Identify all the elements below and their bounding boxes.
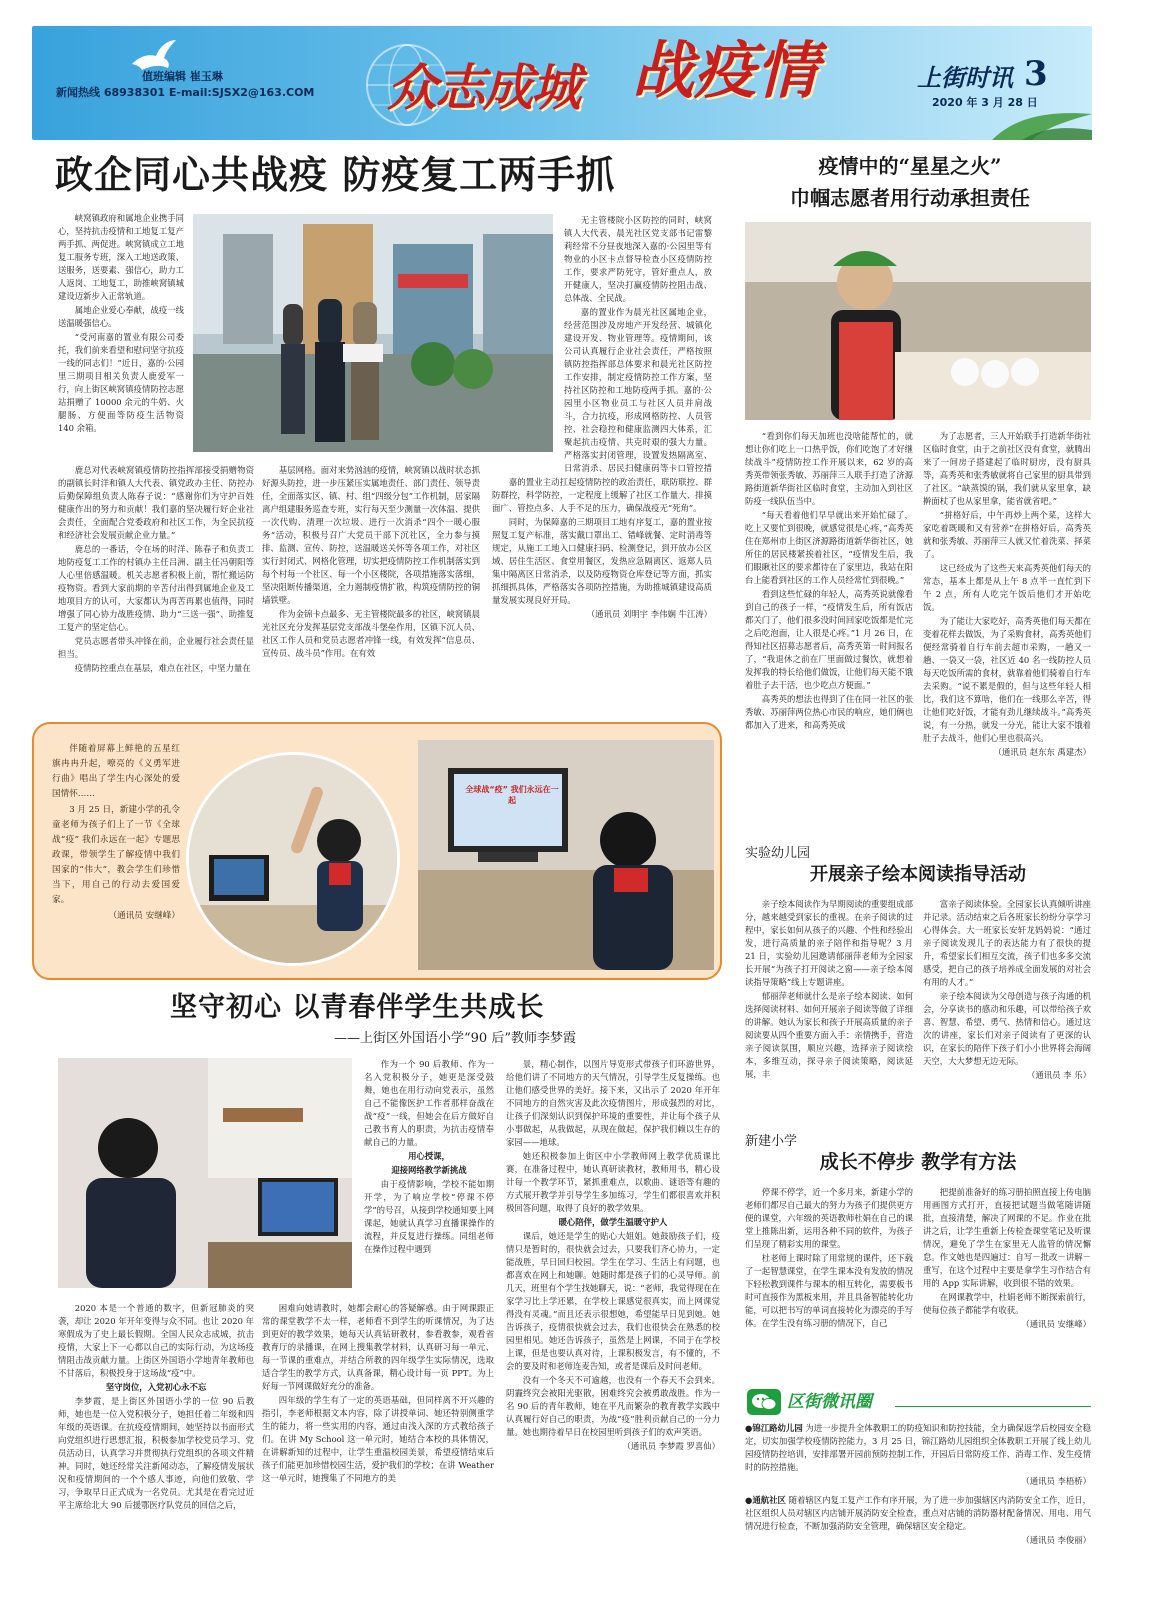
article3-credit: （通讯员 赵东东 禹建杰） — [993, 747, 1091, 757]
article4-col2 — [923, 898, 1091, 1122]
paragraph: 看到这些忙碌的年轻人，高秀英说就像看到自己的孩子一样，“疫情发生后，所有饭店都关门了，他们很多没时间回家吃饭都是忙完之后吃泡面，让人很是心疼。”1 月 26 日，在得知社区招募志愿者后，高秀英第一时间报名了，“我退休之前在厂里面做过餐饮，就想着发挥我的特长给他们做饭，让他们每天能不饿着肚子去干活，也少吃点方便面。” — [745, 589, 913, 690]
article2-col2-bottom — [262, 1302, 494, 1546]
briefs-rule — [895, 1406, 1091, 1407]
briefs-title: 区街微讯圈 — [787, 1392, 872, 1412]
article5-col2 — [923, 1186, 1091, 1380]
brief-item-1 — [745, 1422, 1091, 1492]
article4-kicker: 实验幼儿园 — [745, 846, 811, 861]
paragraph: 为了志愿者，三人开始联手打造新华街社区临时食堂，由于之前社区没有食堂，就腾出来了一间房子搭建起了临时厨房，没有厨具等，高秀英和张秀敏就将自己家里的厨具带到了社区。“缺蒸馍的锅，我们就从家里拿，缺擀面杖了也从家里拿，能省就省吧。” — [923, 431, 1091, 506]
article2-subtitle: ——上街区外国语小学“90 后”教师李梦霞 — [334, 1031, 576, 1046]
masthead-right: 战疫情 — [632, 34, 819, 107]
wechat-icon — [747, 1389, 781, 1415]
paragraph: 停课不停学，近一个多月来，新建小学的老师们都尽自己最大的努力为孩子们提供更方便的课堂，六年级的英语教师杜娟在自己的课堂上推陈出新，运用各种不同的软件，为孩子们呈现了精彩实用的课堂。 — [745, 1187, 913, 1249]
news-hotline: 新闻热线 68938301 E-mail:SJSX2@163.COM — [56, 86, 315, 99]
briefs-header — [745, 1388, 1091, 1416]
screen-caption: 全球战“疫” 我们永远在一起 — [465, 785, 559, 805]
brief-unit: ●锦江路幼儿园 — [745, 1423, 803, 1433]
header-banner — [32, 26, 1092, 140]
paragraph: 基层网格。面对来势汹汹的疫情，峡窝镇以战时状态抓好源头防控，进一步压紧压实属地责任、部门责任、领导责任，全面落实区、镇、村、组“四级分包”工作机制，居家隔离户组建服务巡查专班，实行每天至少测量一次体温、提供一次代购、清理一次垃圾、进行一次消杀“四个一暖心服务”活动，积极号召广大党员干部下沉社区，全力参与摸排、监测、宣传、防控，送温暖送关怀等各项工作，对社区实行封闭式、网格化管理，切实把疫情防控工作机制落实到每个村每一个社区、每一个小区楼院，各项措施落实落细，坚决阻断传播渠道，全力遏制疫情扩散，构筑疫情防控的铜墙铁壁。 — [262, 465, 480, 605]
article5-title: 成长不停步 教学有方法 — [819, 1151, 1017, 1173]
brief-credit: （通讯员 李俊丽） — [1021, 1535, 1091, 1545]
article1-title: 政企同心共战疫 防疫复工两手抓 — [55, 153, 616, 197]
paragraph: “拼格好后，中午再炒上两个菜，这样大家吃着既暖和又有营养”在拼格好后，高秀英就和张秀敏、苏丽萍三人就又忙着洗菜、择菜了。 — [923, 510, 1091, 559]
paragraph: 由于疫情影响，学校不能如期开学，为了响应学校“停课不停学”的号召，从接到学校通知要上网课起，她就认真学习直播课操作的流程，并反复进行操练。同组老师在操作过程中遇到 — [364, 1179, 494, 1254]
paragraph: 杜老师上课时除了用常规的课件，还下载了一起智慧课堂，在学生课本没有发放的情况下轻松教到课件与课本的相互转化，需要板书时可直接作为黑板来用，并且具备智能转化功能，可以把书写的单词直接转化为漂亮的手写体。在学生没有练习册的情况下，自己 — [745, 1253, 913, 1328]
article5-credit: （通讯员 安继峰） — [1021, 1319, 1091, 1329]
article2-title: 坚守初心 以青春伴学生共成长 — [170, 992, 545, 1023]
brief-credit: （通讯员 李梧桥） — [1021, 1476, 1091, 1486]
article2-col1-bottom — [58, 1302, 254, 1546]
article1-col3-top — [564, 214, 712, 474]
paragraph: 鹿总对代表峡窝镇疫情防控指挥部接受捐赠物资的副镇长时洋和镇人大代表、镇党政办主任、防控办后勤保障组负责人陈春子说：“感谢你们为守护百姓健康作出的努力和贡献！我们嘉的坚决履行好企业社会责任，全面配合党委政府和社区工作，为全民抗疫和经济社会发展贡献企业力量。” — [58, 465, 254, 540]
paragraph: 没有一个冬天不可逾越，也没有一个春天不会到来。阴霾终究会被阳光驱散，困难终究会被勇敢战胜。作为一名 90 后的青年教师，她在平凡而繁杂的教育教学实践中认真履行好自己的职责，为战“疫”胜利贡献自己的一分力量。她也期待着早日在校园里听到孩子们的欢声笑语。 — [506, 1375, 720, 1437]
volunteer-kitchen-illustration — [745, 222, 1091, 420]
paragraph: 她还积极参加上街区中小学教师网上教学优质课比赛，在准备过程中，她认真研读教材，教师用书，精心设计每一个教学环节，紧抓重难点，以歌曲、谜语等有趣的方式展开教学并引导学生多加练习，学生们都很喜欢并积极回答问题，取得了良好的教学效果。 — [506, 1151, 720, 1213]
paragraph: 景，精心制作，以图片导览形式带孩子们环游世界，给他们讲了不同地方的天气情况，引导学生反复操练。也让他们感受世界的美好。接下来，又出示了 2020 年开年不同地方的自然灾害及此次疫情图片，形成强烈的对比，让孩子们深刻认识到保护环境的重要性，并让每个孩子从小事做起，从我做起，从现在做起，保护我们赖以生存的家园——地球。 — [506, 1059, 720, 1147]
paper-name: 上街时讯 — [917, 63, 1013, 92]
article1-col1-top — [58, 212, 184, 462]
paragraph: 困难向她请教时，她都会耐心的答疑解惑。由于网课跟正常的课堂教学不太一样，老师看不到学生的听课情况，为了达到更好的教学效果，她每天认真钻研教材，参看教参，观看省教育厅的录播课，在网上搜集教学材料，认真研习每一单元、每一节课的重难点，并结合所教的四年级学生实际情况，选取适合学生的教学方式，认真备课，精心设计每一页 PPT。为上好每一节网课做好充分的准备。 — [262, 1303, 494, 1391]
paragraph: 富亲子阅读体验。全园家长认真倾听讲座并记录。活动结束之后各班家长纷纷分享学习心得体会。大一班家长安轩龙妈妈说：“通过亲子阅读发现儿子的表达能力有了很快的提升，希望家长们相互交流，孩子们也多多交流感受，把自己的孩子培养成全面发展的对社会有用的人才。” — [923, 899, 1091, 987]
page-number: 3 — [1024, 54, 1048, 94]
duty-editor: 值班编辑 崔玉琳 — [142, 70, 223, 83]
article5-col1 — [745, 1186, 913, 1380]
paragraph: 嘉的置业主动扛起疫情防控的政治责任，联防联控、群防群控，科学防控，一定程度上缓解了社区工作量大、排摸面广、管控点多、人手不足的压力，确保战疫无“死角”。 — [492, 477, 712, 513]
feature-credit: （通讯员 安继峰） — [108, 911, 180, 921]
paragraph: 高秀英的想法也得到了住在同一社区的张秀敏、苏丽萍两位热心市民的响应，她们俩也都加入了进来，和高秀英成 — [745, 694, 913, 730]
classroom-illustration — [189, 755, 400, 966]
student-computer-illustration — [418, 740, 714, 970]
paragraph: 无主管楼院小区防控的同时，峡窝镇人大代表、晨光社区党支部书记雷黎莉经常不分昼夜地深入嘉的·公园里等有物业的小区卡点督导检查小区疫情防控工作，要求严防死守，管好重点人，放开健康人，坚决打赢疫情防控阻击战、总体战、全民战。 — [564, 215, 712, 303]
article1-col2-bottom — [262, 464, 480, 704]
paragraph: 郁丽萍老师就什么是亲子绘本阅读、如何选择阅读材料、如何开展亲子阅读等做了详细的讲解。她认为家长和孩子开展高质量的亲子阅读要从四个重要方面入手：亲情携手，营造亲子阅读氛围，顺应兴趣，选择亲子阅读绘本，多维互动，探寻亲子阅读策略，阅读延展，丰 — [745, 991, 913, 1079]
article3-col1 — [745, 430, 913, 810]
subheading: 暖心陪伴，做学生温暖守护人 — [558, 1217, 668, 1227]
article1-col3-bottom — [492, 476, 712, 704]
paragraph: 亲子绘本阅读为父母创造与孩子沟通的机会，分享读书的感动和乐趣，可以带给孩子欢喜、智慧、希望、勇气、热情和信心。通过这次的讲座，家长们对亲子阅读有了更深的认识，在家长的陪伴下孩子们小小世界将会海阔天空，大大梦想无边无际。 — [923, 991, 1091, 1066]
article3-title-line1: 疫情中的“星星之火” — [818, 154, 1002, 178]
article5-kicker: 新建小学 — [745, 1134, 798, 1149]
paragraph: 同时，为保障嘉的三期项目工地有序复工，嘉的置业按照复工复产标准，落实戴口罩出工、错峰就餐、定时消毒等规定，从施工工地入口健康扫码、检测登记，到开放办公区域、居住生活区、食堂用餐区，发热应急隔离区、返郑人员集中隔离区日常消杀，以及防疫物资仓库登记等方面，抓实抓细抓具体，严格落实各项防控措施，为助推城镇建设高质量发展实现良好开局。 — [492, 517, 712, 605]
brief-unit: ●通航社区 — [745, 1495, 786, 1505]
paragraph: 亲子绘本阅读作为早期阅读的重要组成部分，越来越受到家长的重视。在亲子阅读的过程中，家长如何从孩子的兴趣、个性和经验出发，进行高质量的亲子陪伴和指导呢？3 月 21 日，实验幼儿园邀请郁丽萍老师为全园家长开展“为孩子打开阅读之窗——亲子绘本阅读指导策略”线上专题讲座。 — [745, 899, 913, 987]
subheading: 迎接网络教学新挑战 — [391, 1165, 467, 1175]
article4-credit: （通讯员 李 乐） — [1027, 1070, 1091, 1080]
paragraph: 四年级的学生有了一定的英语基础，但同样离不开兴趣的指引，李老师根据文本内容，除了讲授单词、她还特别侧重学生的能力，将一些实用的内容，通过由浅入深的方式教给孩子们。在讲 My School 这一单元时，她结合本校的具体情况，在讲解新知的过程中，让学生重温校园美景，希望疫情结束后孩子们能更加珍惜校园生活，爱护我们的学校；在讲 Weather 这一单元时，她搜集了不同地方的美 — [262, 1395, 494, 1483]
paragraph: 李梦霞，是上街区外国语小学的一位 90 后教师，她也是一位入党积极分子，她担任着二年级和四年级的英语课。在抗疫疫情期间，她坚持以书面形式向党组织进行思想汇报，积极参加学校党员学习、党员活动日，认真学习并贯彻执行党组织的各项文件精神。同时，她还经常关注新闻动态，了解疫情发展状况和疫情期间的一个个感人事迹，向他们致敬、学习，争取早日正式成为一名党员。尤其是在看完过近平主席给北大 90 后援鄂医疗队党员的回信之后， — [58, 1396, 254, 1510]
article2-credit: （通讯员 李梦霞 罗喜仙） — [622, 1441, 720, 1451]
construction-site-photo — [193, 214, 553, 452]
paragraph: “看到你们每天加班也没啥能帮忙的，就想让你们吃上一口热乎饭，你们吃饱了才好继续战斗”疫情防控工作开展以来，62 岁的高秀英带领张秀敏、苏丽萍三人联手打造了济源路街道新华街社区临时食堂，主动加入到社区防疫一线队伍当中。 — [745, 431, 913, 506]
paragraph: 党员志愿者带头冲锋在前，企业履行社会责任显担当。 — [58, 636, 254, 659]
article4-title: 开展亲子绘本阅读指导活动 — [810, 864, 1026, 885]
leaf-decoration-icon — [992, 100, 1092, 140]
article2-col2-top — [364, 1058, 494, 1288]
article1-col1-bottom — [58, 464, 254, 704]
paragraph: “每天看着他们早早就出来开始忙碌了，吃上又要忙到很晚，就感觉很是心疼，”高秀英住在郑州市上街区济源路街道新华街社区，她所住的居民楼紧挨着社区，“疫情发生后，我们眼瞅社区的要求都待在了家里边，我站在阳台上能看到社区的工作人员经常忙到很晚。” — [745, 510, 913, 585]
article2-col3 — [506, 1058, 720, 1558]
brief-text: 为进一步提升全体教职工的防疫知识和防控技能，全力确保返学后校园安全稳定，切实加强学校疫情防控能力，3 月 25 日，锦江路幼儿园组织全体教职工开展了线上幼儿园疫情防控培训，安排部署开园前预防控制工作，开园后日常防疫工作、消毒工作、发生疫情时的防控措施。 — [745, 1423, 1091, 1472]
paragraph: “受河南嘉的置业有限公司委托，我们前来看望和慰问坚守抗疫一线的同志们！”近日，嘉的·公园里三期项目相关负责人鹿爱军一行，向上街区峡窝镇疫情防控志愿站捐赠了 10000 余元的牛奶、火腿肠、方便面等防疫生活物资 140 余箱。 — [58, 332, 184, 433]
paragraph: 峡窝镇政府和属地企业携手同心，坚持抗击疫情和工地复工复产两手抓、两促进。峡窝镇成立工地复工服务专班，深入工地送政策、送服务，送要素、强信心，助力工人返岗、工地复工，助推峡窝镇城建设迈新步入正常轨道。 — [58, 213, 184, 301]
construction-site-illustration — [193, 214, 553, 452]
paragraph: 为了能让大家吃好，高秀英他们每天都在变着花样去做饭，为了采购食材，高秀英他们便经常骑着自行车前去超市采购，一趟又一趟、一袋又一袋，社区近 40 名一线防控人员每天吃饭所需的食材，就靠着他们骑着自行车去采购。“说不累是假的，但与这些年轻人相比，我们这不算啥，他们在一线那么辛苦，得让他们吃好饭，才能有劲儿继续战斗。”高秀英说，有一分热，就发一分光，能让大家不饿着肚子去战斗，他们心里也很高兴。 — [923, 616, 1091, 743]
article3-title-line2: 巾帼志愿者用行动承担责任 — [790, 186, 1030, 210]
paragraph: 在网课教学中，杜娟老师不断探索前行，使每位孩子都能学有收获。 — [923, 1292, 1091, 1315]
teacher-laptop-illustration — [58, 1058, 352, 1288]
paragraph: 3 月 25 日，新建小学的孔令童老师为孩子们上了一节《全球战“疫” 我们永远在一起》专题思政课，带领学生了解疫情中我们国家的“伟大”，教会学生们珍惜当下，用自己的行动去爱国爱家。 — [52, 805, 180, 905]
brief-item-2 — [745, 1494, 1091, 1564]
paragraph: 把提前准备好的练习册拍照直接上传电脑用画图方式打开，直接把试题当做笔随讲随批，直接清楚，解决了网课的不足。作业在批讲之后，让学生重新上传检查课堂笔记及听课情况，避免了学生在家里无人监管的情况懈怠。作文她也是四遍过：自写－批改－讲解－重写，在这个过程中主要是拿学生习作结合有用的 App 实际讲解，收到很不错的效果。 — [923, 1187, 1091, 1288]
paragraph: 这已经成为了这些天来高秀英他们每天的常态，基本上都是从上午 8 点半一直忙到下午 2 点，所有人吃完午饭后他们才开始吃饭。 — [923, 563, 1091, 612]
paragraph: 2020 本是一个普通的数字，但新冠肺炎的突袭，却让 2020 年开年变得与众不同。也让 2020 年寒假成为了史上最长假期。全国人民众志成城，抗击疫情，大家上下一心都以自己的实际行动，为这场疫情阻击战贡献力量。上街区外国语小学地青年教师也不甘落后，积极投身于这场战“疫”中。 — [58, 1303, 254, 1378]
masthead-left: 众志成城 — [387, 58, 579, 117]
article3-col2 — [923, 430, 1091, 826]
paragraph: 作为金锦卡点最多、无主管楼院最多的社区，峡窝镇晨光社区充分发挥基层党支部战斗堡垒作用，区镇下沉人员、社区工作人员和党员志愿者冲锋一线，有效发挥“信息员、宣传员、战斗员”作用。在有效 — [262, 609, 480, 658]
volunteer-kitchen-photo — [745, 222, 1091, 420]
teacher-classroom-photo — [186, 752, 400, 966]
article1-credit: （通讯员 刘明宇 李伟娴 牛江涛） — [586, 609, 712, 619]
feature-text — [52, 742, 180, 962]
paragraph: 伴随着屏幕上鲜艳的五星红旗冉冉升起，嘹亮的《义勇军进行曲》唱出了学生内心深处的爱国情怀…… — [52, 744, 180, 799]
paragraph: 疫情防控重点在基层，难点在社区，中坚力量在 — [74, 663, 251, 673]
article4-col1 — [745, 898, 913, 1122]
teacher-laptop-photo — [58, 1058, 352, 1288]
paragraph: 作为一个 90 后教师、作为一名入党积极分子，她更是深受鼓舞，她也在用行动向党表示，虽然自己不能像医护工作者那样奋战在战“疫”一线，但她会在后方做好自己教书育人的职责，为抗击疫情奉献自己的力量。 — [364, 1059, 494, 1147]
paragraph: 鹿总的一番话，令在场的时洋、陈春子和负责工地防疫复工工作的村镇办主任吕洲、副主任冯朝阳等人心里倍感温暖。机关志愿者积极上前，帮忙搬运防疫物资。看到大家前期的辛苦付出得到属地企业及工地项目方的认可，大家都认为再苦再累也值得，同时增强了同心协力战胜疫情、助力“三送一强”、助推复工复产的坚定信心。 — [58, 544, 254, 632]
paragraph: 课后，她还是学生的贴心大姐姐。她鼓励孩子们，疫情只是暂时的，很快就会过去，只要我们齐心协力，一定能战胜，早日回归校园。学生在学习、生活上有问题，也都喜欢在网上和她聊。她随时都是孩子们的心灵导师。前几天，班里有个学生找她聊天，说：“老师，我觉得现在在家学习比上学还累，在学校上课感觉很真实，而上网课觉得没有灵魂。”而且还表示很想她，希望能早日见到她。她告诉孩子，疫情很快就会过去，我们也很快会在熟悉的校园里相见。她还告诉孩子，虽然是上网课，不同于在学校上课，但是也要认真对待，上课积极发言，有不懂的，不会的要及时和老师连麦告知，或者是课后及时问老师。 — [506, 1231, 720, 1371]
paragraph: 属地企业爱心奉献，战疫一线送温暖强信心。 — [58, 305, 184, 328]
student-computer-photo — [418, 740, 714, 970]
subheading: 坚守岗位，入党初心永不忘 — [105, 1382, 207, 1392]
issue-date: 2020 年 3 月 28 日 — [932, 96, 1038, 109]
subheading: 用心授课， — [408, 1151, 450, 1161]
paragraph: 嘉的置业作为晨光社区属地企业，经营范围涉及房地产开发经营、城镇化建设开发、物业管理等。疫情期间，该公司认真履行企业社会责任，严格按照镇防控指挥部总体要求和晨光社区防控工作安排，制定疫情防控工作方案，坚持社区防控和工地防疫两手抓。嘉的·公园里小区物业员工与社区人员并肩战斗，合力抗疫，形成网格防控、人员管控、社会稳控和健康监测四大体系，汇聚起抗击疫情、共克时艰的强大力量。严格落实封闭管理，设置发热隔离室、日常消杀、居民扫健康码等卡口管控措 — [564, 307, 712, 473]
brief-text: 随着辖区内复工复产工作有序开展，为了进一步加强辖区内消防安全工作，近日，社区组织人员对辖区内店铺开展消防安全检查，重点对店铺的消防器材配备情况、用电、用气情况进行检查，不断加强消防安全管理，确保辖区安全稳定。 — [745, 1495, 1091, 1531]
